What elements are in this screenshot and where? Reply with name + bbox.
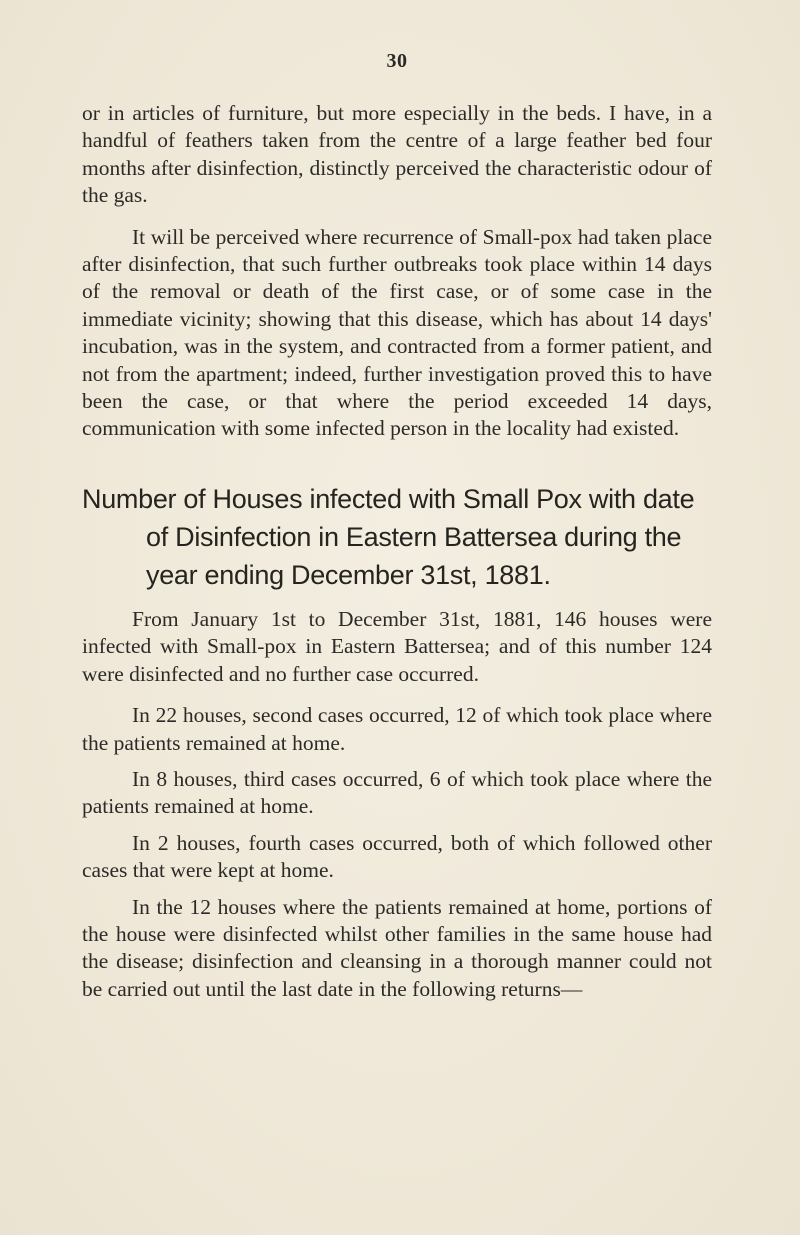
paragraph-fourth-cases: In 2 houses, fourth cases occurred, both of which followed other cases that were kept at home. (82, 830, 712, 883)
page-number: 30 (386, 50, 408, 72)
paragraph-third-cases: In 8 houses, third cases occurred, 6 of which took place where the patients remained at home. (82, 766, 712, 819)
paragraph-second-cases: In 22 houses, second cases occurred, 12 of which took place where the patients remained at home. (82, 703, 712, 755)
paragraph-remained-home: In the 12 houses where the patients remained at home, portions of the house were disinfected whilst other families in the same house had the disease; disinfection and cleansing in a thorough manner could not be carried out until the last date in the following returns— (82, 894, 712, 1001)
paragraph-totals: From January 1st to December 31st, 1881, 146 houses were infected with Small-pox in Eastern Battersea; and of this number 124 were disinfected and no further case occurred. (82, 606, 712, 686)
section-heading: Number of Houses infected with Small Pox with date of Disinfection in Eastern Battersea during the year ending December 31st, 1881. (82, 483, 695, 590)
paragraph-furniture-beds: or in articles of furniture, but more especially in the beds. I have, in a handful of feathers taken from the centre of a large feather bed four months after disinfection, distinctly perceived the characteristic odour of the gas. (82, 101, 712, 208)
paragraph-recurrence: It will be perceived where recurrence of Small-pox had taken place after disinfection, that such further outbreaks took place within 14 days of the removal or death of the first case, or of some case in the immediate vicinity; showing that this disease, which has about 14 days' incubation, was in the system, and contracted from a former patient, and not from the apartment; indeed, further investigation proved this to have been the case, or that where the period exceeded 14 days, communication with some infected person in the locality had existed. (82, 224, 712, 441)
